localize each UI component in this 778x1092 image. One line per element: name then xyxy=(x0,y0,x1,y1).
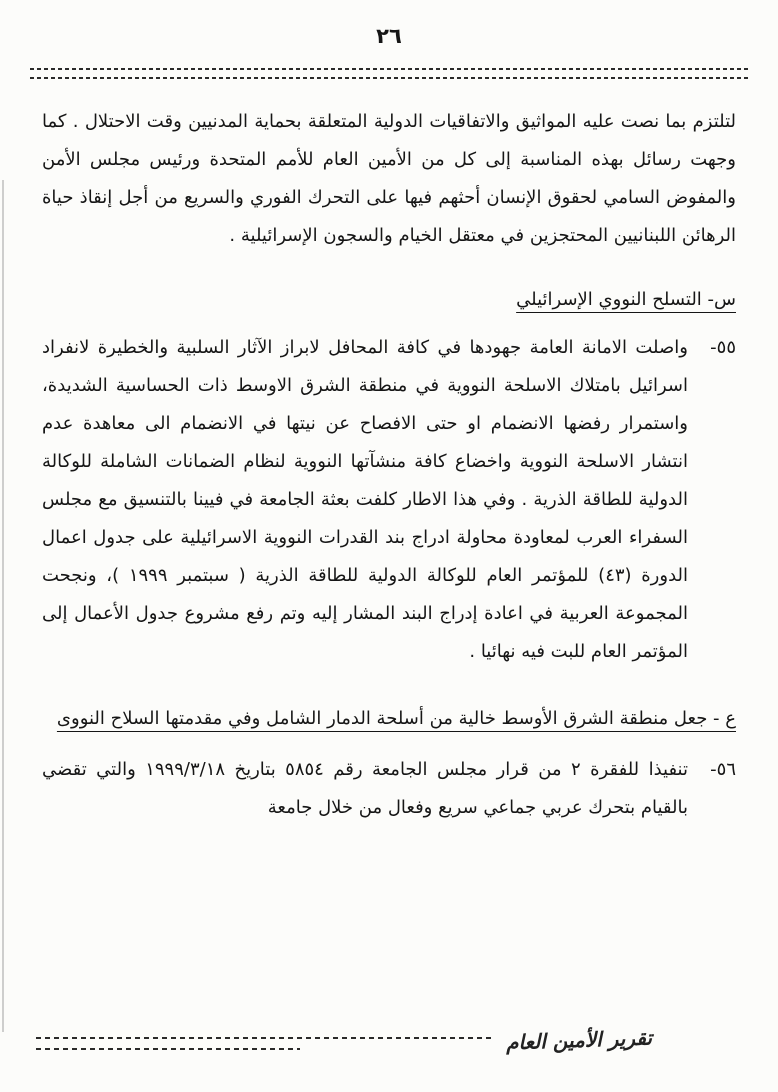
item-number: ٥٦- xyxy=(710,759,736,780)
numbered-item-56 xyxy=(42,751,736,827)
scan-edge-artifact xyxy=(2,180,4,1032)
item-text: واصلت الامانة العامة جهودها في كافة المحافل لابراز الآثار السلبية والخطيرة لانفراد اسرائيل بامتلاك الاسلحة النووية في منطقة الشرق الاوسط ذات الحساسية الشديدة، واستمرار رفضها الانضمام او حتى الافصاح عن نيتها في الانضمام الى معاهدة عدم انتشار الاسلحة النووية واخضاع كافة منشآتها النووية لنظام الضمانات الشاملة للوكالة الدولية للطاقة الذرية . وفي هذا الاطار كلفت بعثة الجامعة في فيينا بالتنسيق مع مجلس السفراء العرب لمعاودة محاولة ادراج بند القدرات النووية الاسرائيلية على جدول اعمال الدورة (٤٣) للمؤتمر العام للوكالة الدولية للطاقة الذرية ( سبتمبر ١٩٩٩ )، ونجحت المجموعة العربية في اعادة إدراج البند المشار إليه وتم رفع مشروع جدول الأعمال إلى المؤتمر العام للبت فيه نهائيا . xyxy=(42,337,688,662)
intro-paragraph: لتلتزم بما نصت عليه المواثيق والاتفاقيات الدولية المتعلقة بحماية المدنيين وقت الاحتلال . كما وجهت رسائل بهذه المناسبة إلى كل من الأمين العام للأمم المتحدة ورئيس مجلس الأمن والمفوض السامي لحقوق الإنسان أحثهم فيها على التحرك الفوري والسريع من أجل إنقاذ حياة الرهائن اللبنانيين المحتجزين في معتقل الخيام والسجون الإسرائيلية . xyxy=(42,111,736,246)
document-body xyxy=(0,103,778,827)
header-divider-bottom xyxy=(30,77,748,79)
footer-handwritten-title: تقرير الأمين العام xyxy=(505,1025,653,1055)
footer-divider-main xyxy=(36,1037,492,1039)
footer-divider-sub xyxy=(36,1048,300,1050)
item-number: ٥٥- xyxy=(710,337,736,358)
numbered-item-55 xyxy=(42,329,736,671)
section-heading-nuclear-armament: س- التسلح النووي الإسرائيلي xyxy=(516,289,736,310)
item-text: تنفيذا للفقرة ٢ من قرار مجلس الجامعة رقم ٥٨٥٤ بتاريخ ١٩٩٩/٣/١٨ والتي تقضي بالقيام بتحرك عربي جماعي سريع وفعال من خلال جامعة xyxy=(42,759,688,818)
page-footer xyxy=(36,1025,742,1055)
page-number: ٢٦ xyxy=(376,24,402,48)
footer-divider-group xyxy=(36,1031,492,1050)
header-divider-top xyxy=(30,68,748,70)
section-heading-wmd-free-zone: ع - جعل منطقة الشرق الأوسط خالية من أسلحة الدمار الشامل وفي مقدمتها السلاح النووى xyxy=(56,708,736,729)
